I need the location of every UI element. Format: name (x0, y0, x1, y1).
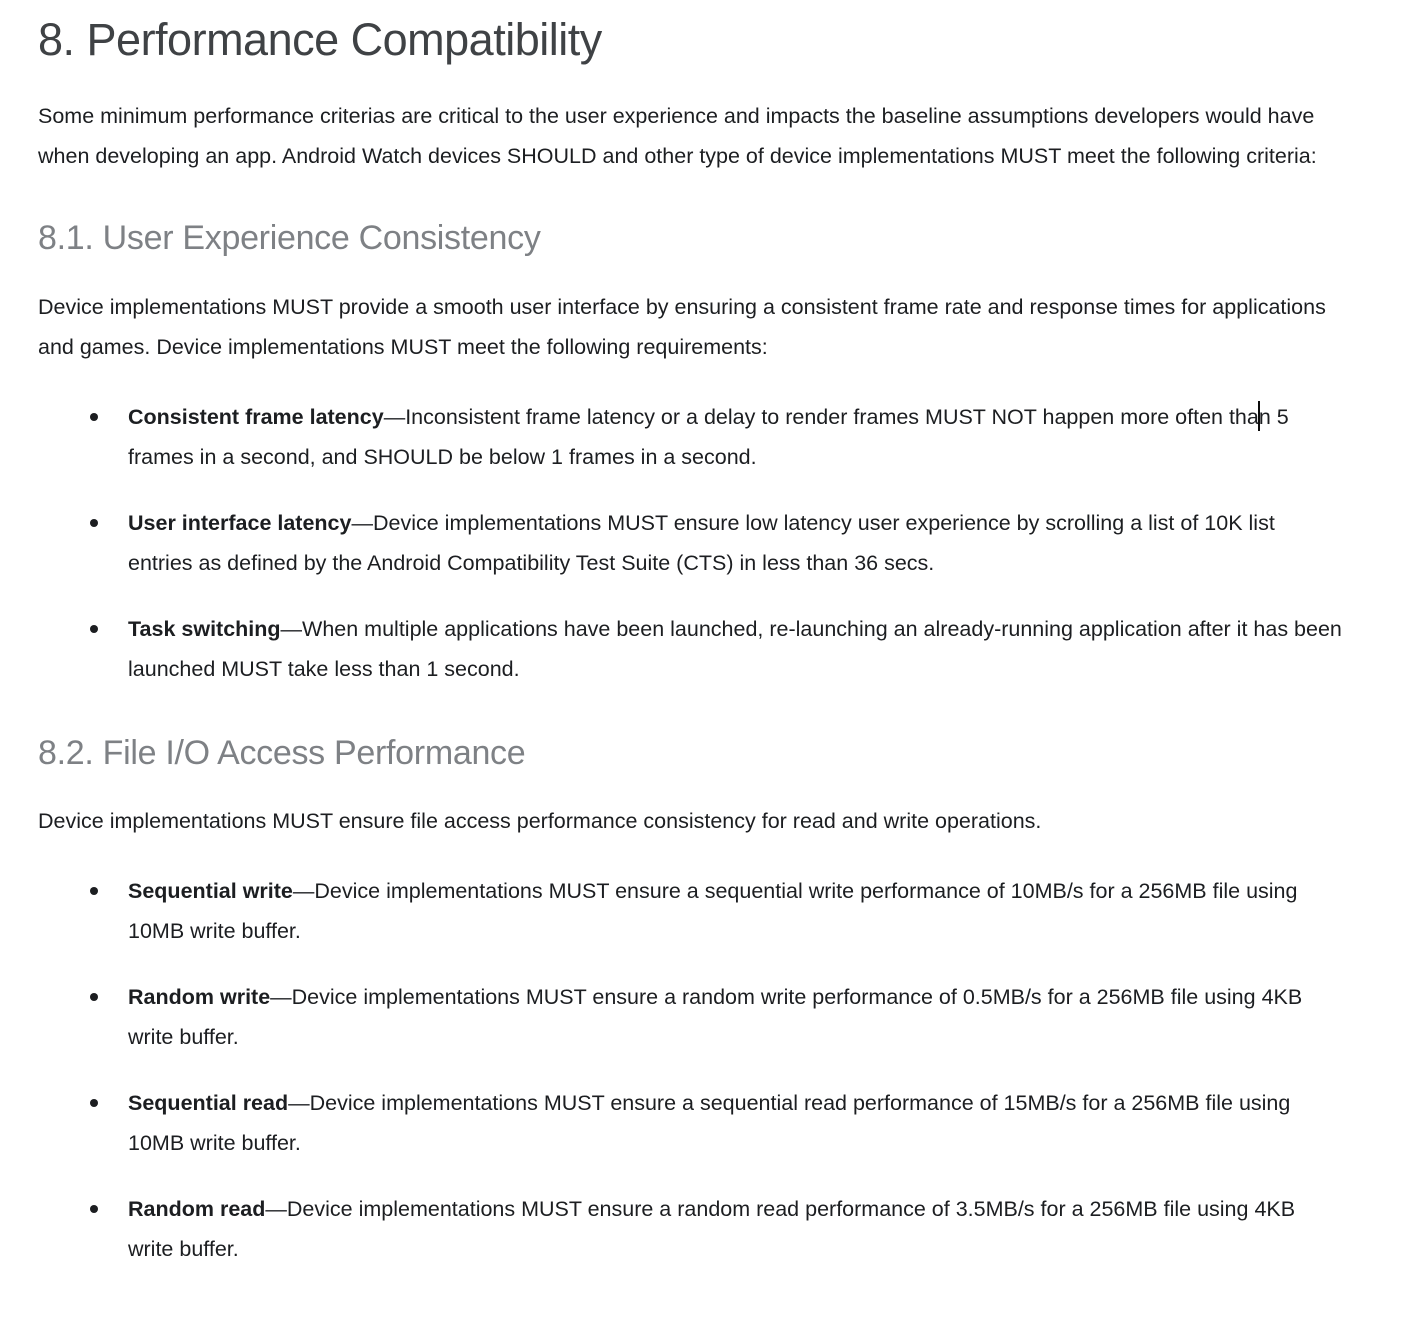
section-8-1-intro: Device implementations MUST provide a smooth user interface by ensuring a consistent frame rate and response times for applications and games. Device implementations MUST meet the following requirements: (38, 294, 1326, 359)
section-8-1-list (38, 397, 1378, 689)
bullet-desc: —Device implementations MUST ensure a random write performance of 0.5MB/s for a 256MB file using 4KB write buffer. (128, 985, 1303, 1050)
list-item (90, 977, 1342, 1057)
bullet-desc: —Device implementations MUST ensure a sequential read performance of 15MB/s for a 256MB file using 10MB write buffer. (128, 1091, 1291, 1156)
bullet-icon (90, 887, 98, 895)
bullet-term: Sequential write (128, 879, 293, 904)
bullet-icon (90, 625, 98, 633)
bullet-icon (90, 413, 98, 421)
page-title: 8. Performance Compatibility (38, 14, 602, 65)
list-item (90, 871, 1342, 951)
bullet-desc: —When multiple applications have been launched, re-launching an already-running application after it has been launched MUST take less than 1 second. (128, 616, 1342, 681)
section-title-8-2: 8.2. File I/O Access Performance (38, 733, 526, 772)
list-item (90, 1189, 1342, 1269)
list-item (90, 503, 1342, 583)
bullet-desc: —Device implementations MUST ensure a sequential write performance of 10MB/s for a 256MB file using 10MB write buffer. (128, 879, 1298, 944)
bullet-desc: —Device implementations MUST ensure a random read performance of 3.5MB/s for a 256MB file using 4KB write buffer. (128, 1197, 1296, 1262)
bullet-icon (90, 519, 98, 527)
bullet-icon (90, 993, 98, 1001)
list-item (90, 1083, 1342, 1163)
bullet-desc: —Device implementations MUST ensure low latency user experience by scrolling a list of 10K list entries as defined by the Android Compatibility Test Suite (CTS) in less than 36 secs. (128, 510, 1275, 575)
bullet-term: Random read (128, 1197, 266, 1222)
bullet-icon (90, 1205, 98, 1213)
bullet-term: User interface latency (128, 510, 352, 535)
bullet-desc: n 5 frames in a second, and SHOULD be below 1 frames in a second. (128, 404, 1289, 469)
bullet-desc: —Inconsistent frame latency or a delay to render frames MUST NOT happen more often tha (383, 404, 1259, 429)
section-8-2-intro: Device implementations MUST ensure file access performance consistency for read and write operations. (38, 809, 1042, 834)
section-8-2-list (38, 871, 1378, 1269)
intro-paragraph: Some minimum performance criterias are critical to the user experience and impacts the baseline assumptions developers would have when developing an app. Android Watch devices SHOULD and other type of device implementations MUST meet the following criteria: (38, 103, 1317, 168)
bullet-icon (90, 1099, 98, 1107)
section-title-8-1: 8.1. User Experience Consistency (38, 218, 541, 257)
bullet-term: Task switching (128, 616, 281, 641)
bullet-term: Random write (128, 985, 271, 1010)
list-item (90, 609, 1342, 689)
list-item (90, 397, 1342, 477)
bullet-term: Consistent frame latency (128, 404, 384, 429)
bullet-term: Sequential read (128, 1091, 289, 1116)
